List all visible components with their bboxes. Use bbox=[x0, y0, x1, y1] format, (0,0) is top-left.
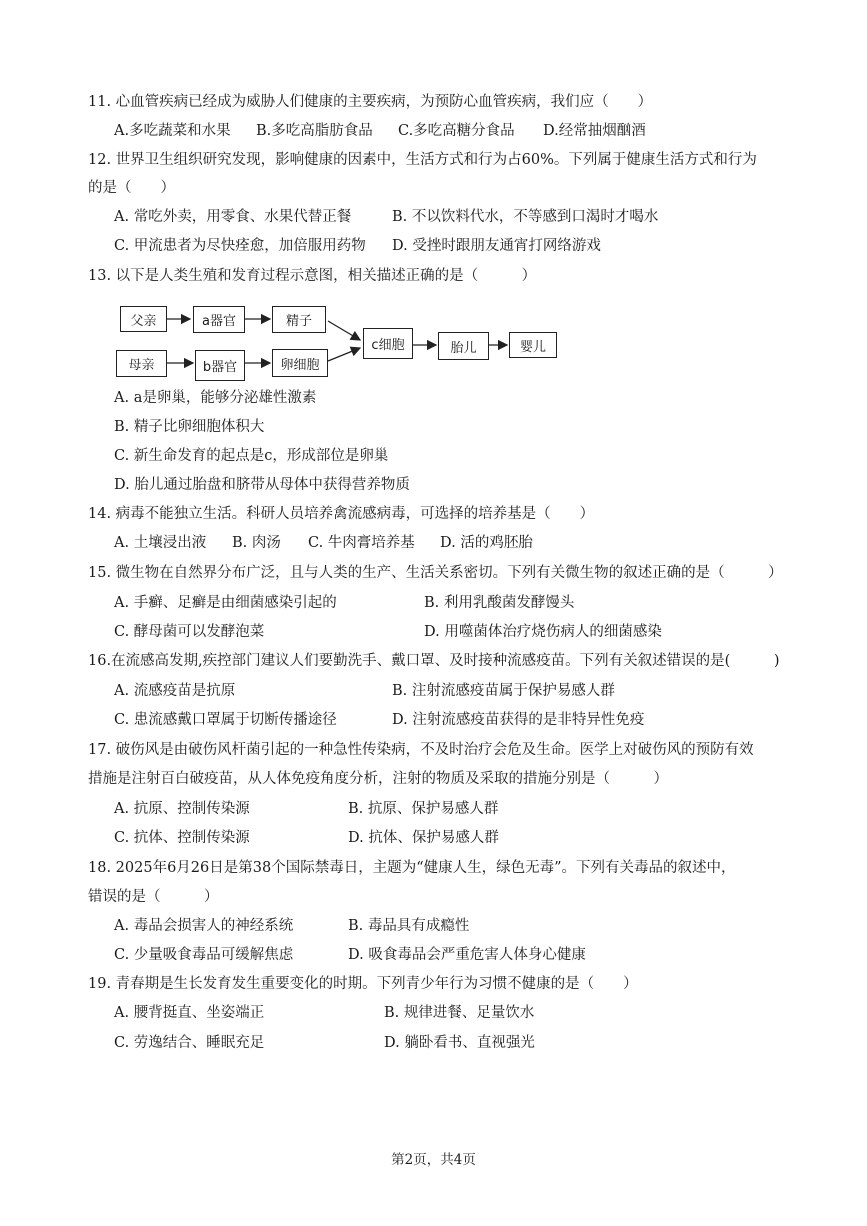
q12-option-b: B. 不以饮料代水，不等感到口渴时才喝水 bbox=[392, 209, 659, 225]
q12-option-a: A. 常吃外卖，用零食、水果代替正餐 bbox=[114, 209, 352, 225]
q12-option-d: D. 受挫时跟朋友通宵打网络游戏 bbox=[392, 238, 601, 254]
q17-option-d: D. 抗体、保护易感人群 bbox=[348, 830, 499, 846]
q12-option-c: C. 甲流患者为尽快痊愈，加倍服用药物 bbox=[114, 238, 366, 254]
q15-option-d: D. 用噬菌体治疗烧伤病人的细菌感染 bbox=[424, 624, 662, 640]
q18-option-a: A. 毒品会损害人的神经系统 bbox=[114, 918, 294, 934]
diagram-box-egg: 卵细胞 bbox=[272, 349, 328, 377]
q13-option-a: A. a是卵巢，能够分泌雄性激素 bbox=[114, 390, 317, 406]
diagram-box-baby: 婴儿 bbox=[509, 332, 557, 358]
q17-option-a: A. 抗原、控制传染源 bbox=[114, 801, 250, 817]
q19-option-d: D. 躺卧看书、直视强光 bbox=[384, 1035, 535, 1051]
q15-stem: 15. 微生物在自然界分布广泛，且与人类的生产、生活关系密切。下列有关微生物的叙述正确的是（ ） bbox=[88, 565, 783, 581]
q13-option-b: B. 精子比卵细胞体积大 bbox=[114, 419, 265, 435]
diagram-box-sperm: 精子 bbox=[272, 306, 326, 333]
q14-option-b: B. 肉汤 bbox=[232, 535, 281, 551]
q17-option-c: C. 抗体、控制传染源 bbox=[114, 830, 250, 846]
q12-stem-line1: 12. 世界卫生组织研究发现，影响健康的因素中，生活方式和行为占60%。下列属于健康生活方式和行为 bbox=[88, 152, 757, 168]
q11-option-a: A.多吃蔬菜和水果 bbox=[114, 123, 231, 139]
q14-option-c: C. 牛肉膏培养基 bbox=[308, 535, 415, 551]
q16-stem: 16.在流感高发期,疾控部门建议人们要勤洗手、戴口罩、及时接种流感疫苗。下列有关叙述错误的是( ) bbox=[88, 653, 780, 669]
diagram-box-cell-c: c细胞 bbox=[363, 328, 413, 359]
q16-option-a: A. 流感疫苗是抗原 bbox=[114, 683, 236, 699]
q19-option-c: C. 劳逸结合、睡眠充足 bbox=[114, 1035, 265, 1051]
q15-option-c: C. 酵母菌可以发酵泡菜 bbox=[114, 624, 265, 640]
q17-option-b: B. 抗原、保护易感人群 bbox=[348, 801, 499, 817]
q12-stem-line2: 的是（ ） bbox=[88, 180, 175, 196]
q13-option-d: D. 胎儿通过胎盘和脐带从母体中获得营养物质 bbox=[114, 477, 410, 493]
q18-option-d: D. 吸食毒品会严重危害人体身心健康 bbox=[348, 947, 586, 963]
q19-stem: 19. 青春期是生长发育发生重要变化的时期。下列青少年行为习惯不健康的是（ ） bbox=[88, 976, 638, 992]
q19-option-a: A. 腰背挺直、坐姿端正 bbox=[114, 1005, 265, 1021]
reproduction-flow-arrows bbox=[0, 0, 867, 400]
diagram-box-organ-a: a器官 bbox=[193, 306, 245, 333]
q14-stem: 14. 病毒不能独立生活。科研人员培养禽流感病毒，可选择的培养基是（ ） bbox=[88, 506, 595, 522]
q18-stem-line2: 错误的是（ ） bbox=[88, 889, 219, 905]
q14-option-d: D. 活的鸡胚胎 bbox=[440, 535, 533, 551]
diagram-box-mother: 母亲 bbox=[116, 350, 167, 377]
q19-option-b: B. 规律进餐、足量饮水 bbox=[384, 1005, 535, 1021]
q11-option-b: B.多吃高脂肪食品 bbox=[256, 123, 373, 139]
q15-option-b: B. 利用乳酸菌发酵馒头 bbox=[424, 595, 575, 611]
q11-option-d: D.经常抽烟酗酒 bbox=[543, 123, 646, 139]
diagram-box-organ-b: b器官 bbox=[195, 350, 245, 381]
page-footer: 第2页，共4页 bbox=[391, 1152, 476, 1168]
diagram-box-father: 父亲 bbox=[120, 306, 167, 332]
q14-option-a: A. 土壤浸出液 bbox=[114, 535, 207, 551]
q16-option-d: D. 注射流感疫苗获得的是非特异性免疫 bbox=[392, 712, 645, 728]
q18-option-b: B. 毒品具有成瘾性 bbox=[348, 918, 470, 934]
q16-option-b: B. 注射流感疫苗属于保护易感人群 bbox=[392, 683, 615, 699]
q16-option-c: C. 患流感戴口罩属于切断传播途径 bbox=[114, 712, 337, 728]
q15-option-a: A. 手癣、足癣是由细菌感染引起的 bbox=[114, 595, 337, 611]
q18-stem-line1: 18. 2025年6月26日是第38个国际禁毒日，主题为“健康人生，绿色无毒”。下列有关毒品的叙述中， bbox=[88, 860, 736, 876]
q17-stem-line1: 17. 破伤风是由破伤风杆菌引起的一种急性传染病，不及时治疗会危及生命。医学上对破伤风的预防有效 bbox=[88, 742, 754, 758]
q11-option-c: C.多吃高糖分食品 bbox=[398, 123, 515, 139]
q13-option-c: C. 新生命发育的起点是c，形成部位是卵巢 bbox=[114, 448, 389, 464]
diagram-box-fetus: 胎儿 bbox=[438, 332, 489, 360]
q18-option-c: C. 少量吸食毒品可缓解焦虑 bbox=[114, 947, 294, 963]
q11-stem: 11. 心血管疾病已经成为威胁人们健康的主要疾病，为预防心血管疾病，我们应（ ） bbox=[88, 94, 653, 110]
q17-stem-line2: 措施是注射百白破疫苗，从人体免疫角度分析，注射的物质及采取的措施分别是（ ） bbox=[88, 771, 668, 787]
q13-stem: 13. 以下是人类生殖和发育过程示意图，相关描述正确的是（ ） bbox=[88, 268, 537, 284]
